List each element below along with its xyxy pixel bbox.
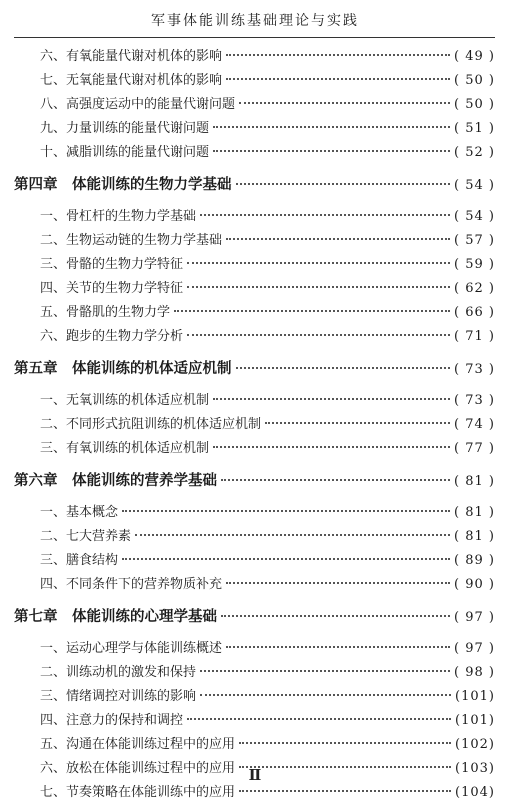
toc-page-number: ( 71 ) [454, 329, 495, 344]
dot-leader [135, 534, 450, 536]
toc-section-entry [40, 277, 495, 296]
dot-leader [213, 126, 450, 128]
toc-section-entry [40, 573, 495, 592]
toc-entry-title: 一、骨杠杆的生物力学基础 [40, 209, 197, 224]
toc-page-number: ( 54 ) [454, 209, 495, 224]
dot-leader [213, 150, 450, 152]
dot-leader [122, 510, 450, 512]
toc-section-entry [40, 637, 495, 656]
toc-entry-title: 六、有氧能量代谢对机体的影响 [40, 49, 223, 64]
toc-entry-title: 四、关节的生物力学特征 [40, 281, 184, 296]
dot-leader [226, 78, 450, 80]
toc-entry-title: 九、力量训练的能量代谢问题 [40, 121, 210, 136]
toc-entry-title: 第五章 体能训练的机体适应机制 [14, 360, 232, 377]
toc-entry-title: 二、训练动机的激发和保持 [40, 665, 197, 680]
dot-leader [200, 694, 451, 696]
dot-leader [226, 646, 450, 648]
toc-page-number: ( 52 ) [454, 145, 495, 160]
toc-entry-title: 一、无氧训练的机体适应机制 [40, 393, 210, 408]
toc-page-number: ( 50 ) [454, 73, 495, 88]
toc-entry-title: 四、注意力的保持和调控 [40, 713, 184, 728]
toc-page-number: ( 97 ) [454, 610, 495, 625]
toc-section-entry [40, 501, 495, 520]
toc-page-number: ( 66 ) [454, 305, 495, 320]
toc-section-entry [40, 117, 495, 136]
toc-entry-title: 三、情绪调控对训练的影响 [40, 689, 197, 704]
dot-leader [200, 214, 450, 216]
toc-entry-title: 第六章 体能训练的营养学基础 [14, 472, 217, 489]
toc-chapter-entry [14, 173, 495, 194]
toc-section-entry [40, 141, 495, 160]
toc-entry-title: 三、骨骼的生物力学特征 [40, 257, 184, 272]
toc-section-entry [40, 437, 495, 456]
toc-section-entry [40, 69, 495, 88]
toc-page-number: ( 81 ) [454, 505, 495, 520]
toc-entry-title: 七、无氧能量代谢对机体的影响 [40, 73, 223, 88]
dot-leader [200, 670, 450, 672]
toc-page-number: ( 73 ) [454, 393, 495, 408]
dot-leader [122, 558, 450, 560]
dot-leader [174, 310, 450, 312]
toc-entry-title: 一、基本概念 [40, 505, 119, 520]
toc-section-entry [40, 685, 495, 704]
toc-page-number: ( 73 ) [454, 362, 495, 377]
toc-entry-title: 七、节奏策略在体能训练中的应用 [40, 785, 236, 800]
toc-section-entry [40, 549, 495, 568]
toc-entry-title: 八、高强度运动中的能量代谢问题 [40, 97, 236, 112]
toc-entry-title: 五、骨骼肌的生物力学 [40, 305, 171, 320]
toc-page-number: ( 98 ) [454, 665, 495, 680]
toc-section-entry [40, 229, 495, 248]
toc-page-number: ( 74 ) [454, 417, 495, 432]
toc-page-number: ( 57 ) [454, 233, 495, 248]
toc-section-entry [40, 389, 495, 408]
toc-section-entry [40, 709, 495, 728]
toc-chapter-entry [14, 469, 495, 490]
toc-section-entry [40, 733, 495, 752]
dot-leader [187, 718, 451, 720]
toc-section-entry [40, 661, 495, 680]
toc-chapter-entry [14, 605, 495, 626]
toc-section-entry [40, 413, 495, 432]
toc-page-number: ( 59 ) [454, 257, 495, 272]
toc-section-entry [40, 325, 495, 344]
toc-page-number: ( 90 ) [454, 577, 495, 592]
dot-leader [226, 238, 450, 240]
toc-page-number: (103) [455, 761, 495, 776]
toc-entry-title: 四、不同条件下的营养物质补充 [40, 577, 223, 592]
toc-entry-title: 十、减脂训练的能量代谢问题 [40, 145, 210, 160]
dot-leader [221, 615, 450, 617]
toc-page-number: (104) [455, 785, 495, 800]
toc-page-number: (102) [455, 737, 495, 752]
toc-entry-title: 三、膳食结构 [40, 553, 119, 568]
dot-leader [239, 102, 450, 104]
toc-page-number: ( 54 ) [454, 178, 495, 193]
toc-page-number: ( 49 ) [454, 49, 495, 64]
toc-section-entry [40, 525, 495, 544]
toc-page-number: ( 81 ) [454, 529, 495, 544]
dot-leader [221, 479, 450, 481]
toc-section-entry [40, 301, 495, 320]
toc-section-entry [40, 45, 495, 64]
running-header: 军事体能训练基础理论与实践 [151, 13, 359, 29]
toc-entry-title: 第四章 体能训练的生物力学基础 [14, 176, 232, 193]
toc-page-number: ( 77 ) [454, 441, 495, 456]
header-rule [14, 37, 495, 38]
toc-page-number: (101) [455, 713, 495, 728]
dot-leader [265, 422, 450, 424]
dot-leader [213, 398, 450, 400]
toc-entry-title: 六、放松在体能训练过程中的应用 [40, 761, 236, 776]
toc-page-number: ( 89 ) [454, 553, 495, 568]
dot-leader [239, 790, 451, 792]
dot-leader [226, 54, 450, 56]
toc-entry-title: 三、有氧训练的机体适应机制 [40, 441, 210, 456]
toc-page-number: ( 62 ) [454, 281, 495, 296]
toc-page-number: ( 97 ) [454, 641, 495, 656]
dot-leader [187, 262, 450, 264]
toc-entry-title: 二、生物运动链的生物力学基础 [40, 233, 223, 248]
toc-entry-title: 一、运动心理学与体能训练概述 [40, 641, 223, 656]
toc-entry-title: 二、不同形式抗阻训练的机体适应机制 [40, 417, 262, 432]
page-folio: Ⅱ [248, 766, 262, 784]
toc-entry-title: 六、跑步的生物力学分析 [40, 329, 184, 344]
toc-page-number: (101) [455, 689, 495, 704]
dot-leader [236, 367, 451, 369]
toc-entry-title: 五、沟通在体能训练过程中的应用 [40, 737, 236, 752]
dot-leader [226, 582, 450, 584]
toc-entry-title: 二、七大营养素 [40, 529, 132, 544]
toc-page-number: ( 50 ) [454, 97, 495, 112]
toc-section-entry [40, 205, 495, 224]
toc-chapter-entry [14, 357, 495, 378]
toc-entry-title: 第七章 体能训练的心理学基础 [14, 608, 217, 625]
dot-leader [187, 334, 450, 336]
dot-leader [239, 742, 451, 744]
dot-leader [187, 286, 450, 288]
toc-section-entry [40, 253, 495, 272]
toc-page-number: ( 51 ) [454, 121, 495, 136]
toc-section-entry [40, 93, 495, 112]
toc-page-number: ( 81 ) [454, 474, 495, 489]
dot-leader [236, 183, 451, 185]
dot-leader [213, 446, 450, 448]
